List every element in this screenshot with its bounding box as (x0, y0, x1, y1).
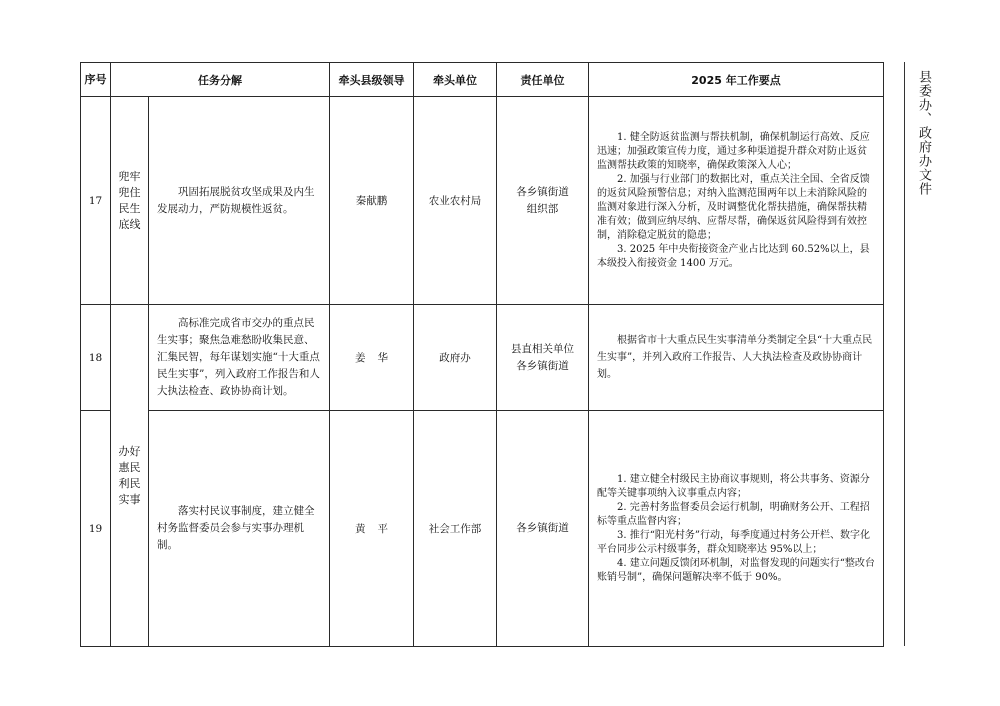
category-cell (111, 305, 149, 647)
task-cell (149, 305, 330, 411)
category-cell (111, 97, 149, 305)
resp-unit-line: 县直相关单位 (511, 342, 574, 355)
resp-unit-cell (497, 305, 589, 411)
point-item: 2. 完善村务监督委员会运行机制，明确财务公开、工程招标等重点监督内容； (597, 501, 870, 527)
point-item: 1. 建立健全村级民主协商议事规则，将公共事务、资源分配等关键事项纳入议事重点内容； (597, 473, 870, 499)
category-line: 民生 (118, 201, 141, 215)
header-seq: 序号 (81, 63, 111, 97)
header-lead-unit: 牵头单位 (414, 63, 497, 97)
leader-cell (330, 411, 414, 647)
margin-divider (904, 62, 905, 646)
category-line: 实事 (118, 492, 141, 506)
resp-unit-line: 各乡镇街道 (516, 522, 569, 534)
table-row (81, 97, 884, 305)
points-cell (589, 411, 884, 647)
side-label: 县委办、政府办文件 (916, 70, 931, 196)
lead-unit-cell: 政府办 (414, 305, 497, 411)
task-text: 落实村民议事制度，建立健全村务监督委员会参与实事办理机制。 (157, 505, 315, 551)
task-cell (149, 411, 330, 647)
category-line: 底线 (118, 217, 141, 231)
leader-cell (330, 305, 414, 411)
header-leader: 牵头县级领导 (330, 63, 414, 97)
resp-unit-line: 各乡镇街道 (516, 359, 569, 372)
category-line: 惠民 (118, 460, 141, 474)
work-plan-table (80, 62, 884, 647)
points-cell (589, 305, 884, 411)
leader-cell: 秦献鹏 (330, 97, 414, 305)
header-points: 2025 年工作要点 (589, 63, 884, 97)
point-item: 2. 加强与行业部门的数据比对，重点关注全国、全省反馈的返贫风险预警信息；对纳入监测范围两年以上未消除风险的监测对象进行深入分析，及时调整优化帮扶措施，确保帮扶精准有效；做到应纳尽纳、应帮尽帮，确保返贫风险得到有效控制，消除稳定脱贫的隐患； (597, 173, 870, 241)
header-row (81, 63, 884, 97)
resp-unit-cell (497, 411, 589, 647)
point-item: 3. 2025 年中央衔接资金产业占比达到 60.52%以上，县本级投入衔接资金 1400 万元。 (597, 243, 870, 269)
point-item: 3. 推行“阳光村务”行动，每季度通过村务公开栏、数字化平台同步公示村级事务，群众知晓率达 95%以上； (597, 529, 870, 555)
row-seq: 18 (81, 305, 111, 411)
category-line: 兜住 (118, 185, 141, 199)
points-cell (589, 97, 884, 305)
category-line: 利民 (118, 476, 141, 490)
row-seq: 19 (81, 411, 111, 647)
category-line: 办好 (118, 444, 141, 458)
table-row (81, 411, 884, 647)
leader-name: 姜华 (355, 352, 400, 364)
table-row (81, 305, 884, 411)
resp-unit-line: 各乡镇街道 (516, 185, 569, 198)
task-text: 高标准完成省市交办的重点民生实事；聚焦急难愁盼收集民意、汇集民智，每年谋划实施“十大重点民生实事”，列入政府工作报告和人大执法检查、政协协商计划。 (157, 317, 320, 397)
point-item: 4. 建立问题反馈闭环机制，对监督发现的问题实行“整改台账销号制”，确保问题解决率不低于 90%。 (597, 557, 875, 583)
resp-unit-cell (497, 97, 589, 305)
task-text: 巩固拓展脱贫攻坚成果及内生发展动力，严防规模性返贫。 (157, 185, 315, 215)
lead-unit-cell: 农业农村局 (414, 97, 497, 305)
header-resp-unit: 责任单位 (497, 63, 589, 97)
leader-name: 黄平 (355, 523, 400, 535)
point-item: 1. 健全防返贫监测与帮扶机制，确保机制运行高效、反应迅速；加强政策宣传力度，通过多种渠道提升群众对防止返贫监测帮扶政策的知晓率，确保政策深入人心； (597, 131, 870, 171)
lead-unit-cell: 社会工作部 (414, 411, 497, 647)
point-item: 根据省市十大重点民生实事清单分类制定全县“十大重点民生实事”，并列入政府工作报告、人大执法检查及政协协商计划。 (597, 335, 873, 380)
header-task: 任务分解 (111, 63, 330, 97)
category-line: 兜牢 (118, 169, 141, 183)
resp-unit-line: 组织部 (526, 202, 559, 215)
task-cell (149, 97, 330, 305)
row-seq: 17 (81, 97, 111, 305)
